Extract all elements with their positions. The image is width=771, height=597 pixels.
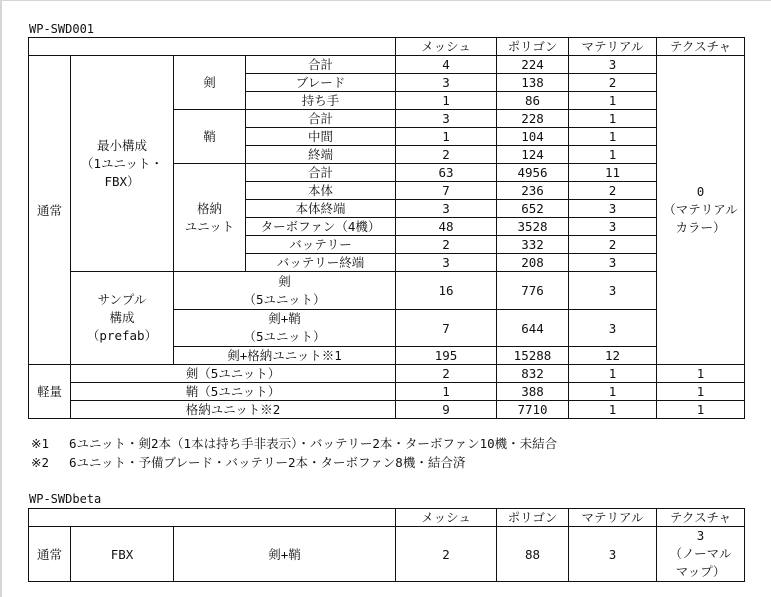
material-cell: 1 [569,92,657,110]
row-label: 合計 [246,164,396,182]
header-material: マテリアル [569,509,657,527]
polygon-cell: 224 [497,56,569,74]
mesh-cell: 48 [396,218,497,236]
header-blank [29,509,396,527]
row-label-line: （5ユニット） [243,291,326,307]
header-blank [29,38,396,56]
header-texture: テクスチャ [657,509,745,527]
texture-line: マップ） [675,564,726,579]
polygon-cell: 15288 [497,347,569,365]
footnote-key: ※2 [31,455,49,470]
polygon-cell: 776 [497,272,569,310]
table1-title: WP-SWD001 [29,22,95,36]
material-cell: 3 [569,200,657,218]
group-light: 軽量 [29,365,71,419]
polygon-cell: 644 [497,310,569,347]
mesh-cell: 3 [396,110,497,128]
table-wp-swd001 [28,37,745,419]
material-cell: 3 [569,527,657,582]
row-label: 剣+格納ユニット※1 [174,347,396,365]
header-mesh: メッシュ [396,38,497,56]
mesh-cell: 2 [396,527,497,582]
polygon-cell: 88 [497,527,569,582]
material-cell: 3 [569,272,657,310]
polygon-cell: 7710 [497,401,569,419]
header-polygon: ポリゴン [497,38,569,56]
row-label: 合計 [246,110,396,128]
table-row [29,527,745,582]
material-cell: 3 [569,254,657,272]
material-cell: 1 [569,401,657,419]
row-label: 終端 [246,146,396,164]
row-label-line: 剣+鞘 [268,311,301,326]
group-storage-line: 格納 [196,200,222,216]
row-label: 剣+鞘 [174,527,396,582]
footnote [31,453,557,472]
mesh-cell: 4 [396,56,497,74]
mesh-cell: 7 [396,182,497,200]
row-label: 本体 [246,182,396,200]
group-storage-unit [174,164,246,272]
row-label: 中間 [246,128,396,146]
row-label: ブレード [246,74,396,92]
polygon-cell: 86 [497,92,569,110]
material-cell: 2 [569,236,657,254]
table-row [29,56,745,74]
mesh-cell: 7 [396,310,497,347]
material-cell: 2 [569,74,657,92]
row-label: 剣（5ユニット） [71,365,396,383]
mesh-cell: 1 [396,128,497,146]
group-sheath: 鞘 [174,110,246,164]
table-row [29,365,745,383]
row-label [174,310,396,347]
texture-line: （ノーマル [669,546,732,561]
polygon-cell: 208 [497,254,569,272]
row-label: 鞘（5ユニット） [71,383,396,401]
group-sample-line: （prefab） [86,328,158,343]
header-mesh: メッシュ [396,509,497,527]
group-minimal [71,56,174,272]
mesh-cell: 3 [396,254,497,272]
mesh-cell: 2 [396,146,497,164]
material-cell: 3 [569,310,657,347]
material-cell: 1 [569,146,657,164]
polygon-cell: 124 [497,146,569,164]
row-label: 合計 [246,56,396,74]
row-label: 持ち手 [246,92,396,110]
header-material: マテリアル [569,38,657,56]
material-cell: 2 [569,182,657,200]
group-minimal-line: 最小構成 [96,137,147,153]
header-row [29,38,745,56]
table2-title: WP-SWDbeta [29,492,102,506]
material-cell: 12 [569,347,657,365]
polygon-cell: 236 [497,182,569,200]
texture-cell [657,527,745,582]
material-cell: 3 [569,56,657,74]
texture-line: カラー） [675,220,726,235]
group-minimal-line: （1ユニット・ [80,155,164,171]
texture-cell: 1 [657,365,745,383]
footnote-text: 6ユニット・予備ブレード・バッテリー2本・ターボファン8機・結合済 [69,455,466,470]
material-cell: 1 [569,383,657,401]
mesh-cell: 1 [396,92,497,110]
polygon-cell: 652 [497,200,569,218]
header-polygon: ポリゴン [497,509,569,527]
texture-line: 3 [696,528,705,543]
polygon-cell: 832 [497,365,569,383]
mesh-cell: 1 [396,383,497,401]
row-label-line: （5ユニット） [243,329,326,344]
row-label: ターボファン（4機） [246,218,396,236]
footnote [31,434,557,453]
group-sample [71,272,174,365]
texture-cell: 1 [657,401,745,419]
texture-line: 0 [696,184,705,199]
header-texture: テクスチャ [657,38,745,56]
footnote-key: ※1 [31,436,49,451]
mesh-cell: 16 [396,272,497,310]
table-wp-swdbeta [28,508,745,582]
mesh-cell: 195 [396,347,497,365]
header-row [29,509,745,527]
format-cell: FBX [71,527,174,582]
table-row [29,272,745,310]
polygon-cell: 388 [497,383,569,401]
polygon-cell: 138 [497,74,569,92]
polygon-cell: 4956 [497,164,569,182]
footnote-text: 6ユニット・剣2本（1本は持ち手非表示）・バッテリー2本・ターボファン10機・未結合 [69,436,558,451]
mesh-cell: 63 [396,164,497,182]
texture-line: （マテリアル [663,202,738,217]
texture-cell: 1 [657,383,745,401]
group-normal: 通常 [29,56,71,365]
material-cell: 1 [569,128,657,146]
row-label: 本体終端 [246,200,396,218]
mesh-cell: 3 [396,74,497,92]
group-sample-line: 構成 [109,310,135,325]
group-normal: 通常 [29,527,71,582]
mesh-cell: 9 [396,401,497,419]
material-cell: 11 [569,164,657,182]
footnotes [31,434,557,472]
row-label: 格納ユニット※2 [71,401,396,419]
mesh-cell: 2 [396,236,497,254]
table-row [29,383,745,401]
material-cell: 3 [569,218,657,236]
polygon-cell: 3528 [497,218,569,236]
polygon-cell: 228 [497,110,569,128]
mesh-cell: 3 [396,200,497,218]
group-sample-line: サンプル [97,292,147,307]
mesh-cell: 2 [396,365,497,383]
group-sword: 剣 [174,56,246,110]
table-row [29,401,745,419]
group-storage-line: ユニット [184,218,235,234]
polygon-cell: 104 [497,128,569,146]
material-cell: 1 [569,110,657,128]
group-minimal-line: FBX） [104,173,140,189]
row-label: バッテリー終端 [246,254,396,272]
polygon-cell: 332 [497,236,569,254]
row-label-line: 剣 [278,273,291,289]
row-label: バッテリー [246,236,396,254]
row-label [174,272,396,310]
texture-normal-cell [657,56,745,365]
material-cell: 1 [569,365,657,383]
